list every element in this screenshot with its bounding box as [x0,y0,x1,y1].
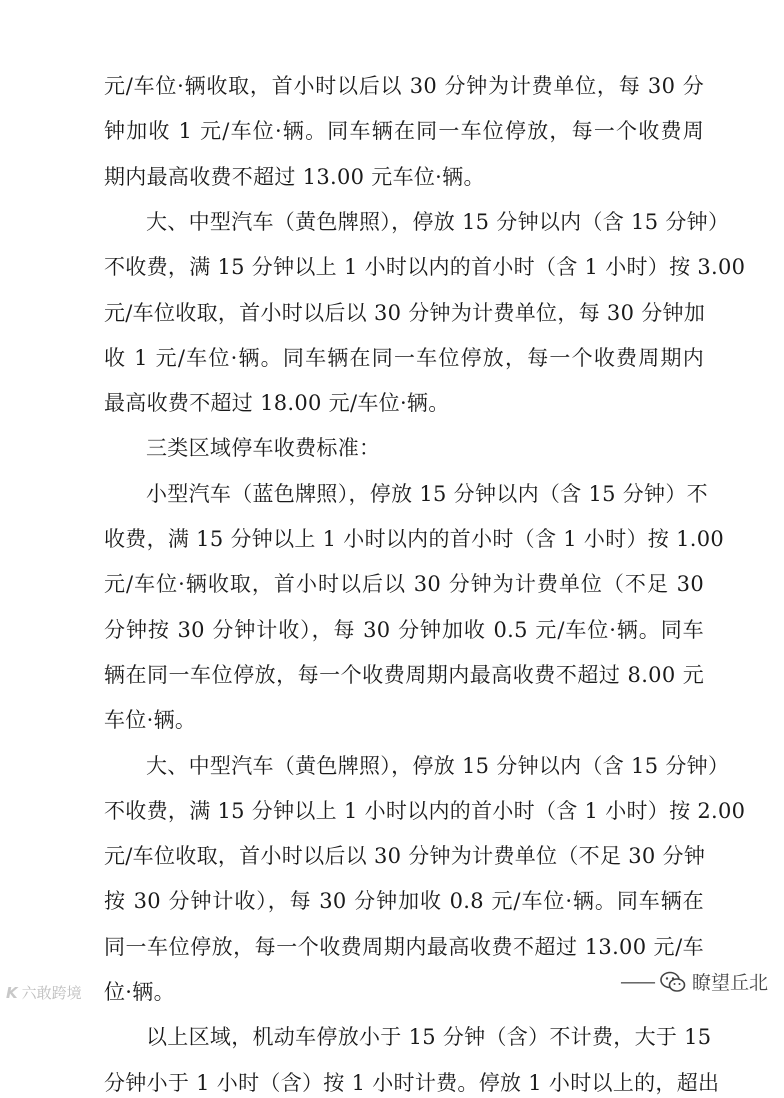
text-line: 期内最高收费不超过 13.00 元车位·辆。 [104,165,485,189]
text-line: 元/车位·辆收取，首小时以后以 30 分钟为计费单位，每 30 分 [104,74,704,98]
text-line: 小型汽车（蓝色牌照），停放 15 分钟以内（含 15 分钟）不 [146,482,708,506]
text-line: 钟加收 1 元/车位·辆。同车辆在同一车位停放，每一个收费周 [104,119,704,143]
watermark-left [6,982,82,1003]
text-line: 最高收费不超过 18.00 元/车位·辆。 [104,391,450,415]
text-line: 不收费，满 15 分钟以上 1 小时以内的首小时（含 1 小时）按 2.00 [104,799,746,823]
text-line: 位·辆。 [104,980,175,1004]
wechat-icon [660,971,686,993]
text-line: 大、中型汽车（黄色牌照），停放 15 分钟以内（含 15 分钟） [146,210,730,234]
text-line: 按 30 分钟计收），每 30 分钟加收 0.8 元/车位·辆。同车辆在 [104,889,704,913]
text-line: 三类区域停车收费标准： [146,436,381,460]
text-line: 分钟按 30 分钟计收），每 30 分钟加收 0.5 元/车位·辆。同车 [104,618,704,642]
text-line: 同一车位停放，每一个收费周期内最高收费不超过 13.00 元/车 [104,935,704,959]
text-line: 元/车位收取，首小时以后以 30 分钟为计费单位，每 30 分钟加 [104,301,706,325]
text-line: 分钟小于 1 小时（含）按 1 小时计费。停放 1 小时以上的，超出 [104,1071,720,1095]
watermark-dash: —— [619,970,654,993]
text-line: 收 1 元/车位·辆。同车辆在同一车位停放，每一个收费周期内 [104,346,704,370]
watermark-right [620,968,768,995]
text-line: 收费，满 15 分钟以上 1 小时以内的首小时（含 1 小时）按 1.00 [104,527,725,551]
text-line: 以上区域，机动车停放小于 15 分钟（含）不计费，大于 15 [146,1025,712,1049]
text-line: 车位·辆。 [104,708,197,732]
text-line: 元/车位收取，首小时以后以 30 分钟为计费单位（不足 30 分钟 [104,844,706,868]
text-line: 不收费，满 15 分钟以上 1 小时以内的首小时（含 1 小时）按 3.00 [104,255,746,279]
text-line: 大、中型汽车（黄色牌照），停放 15 分钟以内（含 15 分钟） [146,754,730,778]
watermark-left-text: 六敢跨境 [21,984,82,1002]
watermark-right-text: 瞭望丘北 [691,972,768,994]
logo-mark: K [6,984,18,1002]
text-line: 辆在同一车位停放，每一个收费周期内最高收费不超过 8.00 元 [104,663,704,687]
text-line: 元/车位·辆收取，首小时以后以 30 分钟为计费单位（不足 30 [104,572,704,596]
